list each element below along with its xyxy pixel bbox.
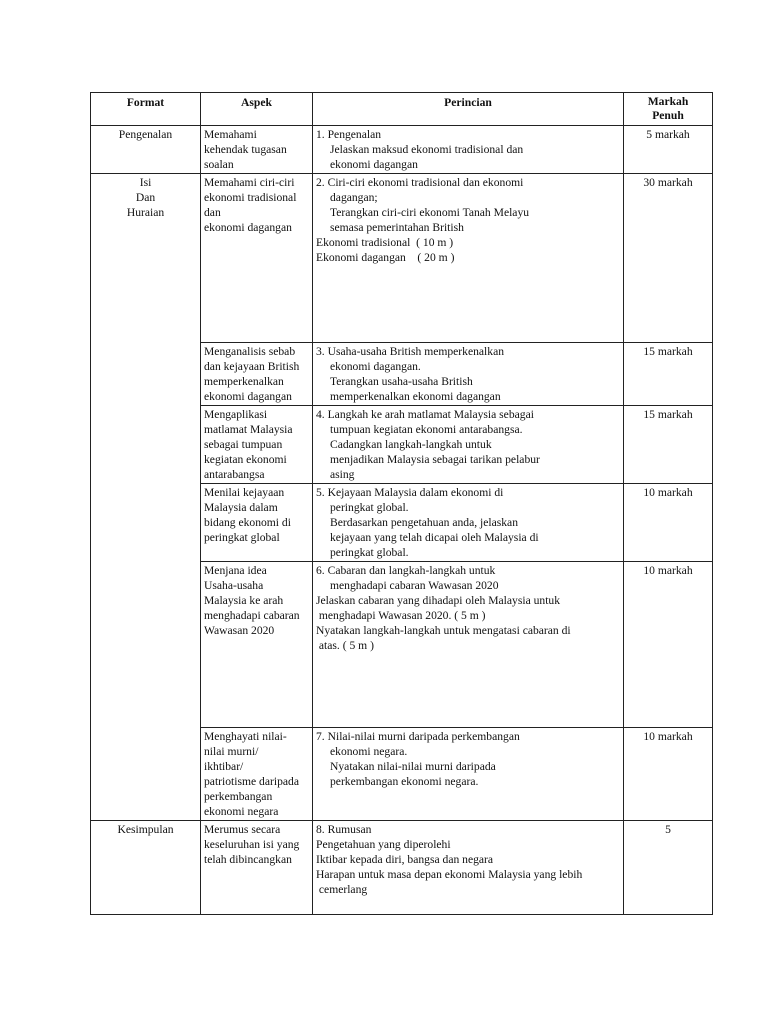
aspek-text: ekonomi tradisional	[204, 191, 297, 204]
perincian-text: Cadangkan langkah-langkah untuk	[330, 438, 492, 451]
aspek-text: Menganalisis sebab	[204, 345, 296, 358]
aspek-text: ikhtibar/	[204, 760, 244, 773]
aspek-cell	[201, 562, 313, 728]
format-text: Isi	[139, 176, 152, 189]
perincian-text: Pengetahuan yang diperolehi	[316, 838, 451, 851]
markah-cell: 15 markah	[624, 343, 713, 406]
aspek-text: nilai murni/	[204, 745, 259, 758]
perincian-text: 7. Nilai-nilai murni daripada perkembangan	[316, 730, 520, 743]
markah-cell: 30 markah	[624, 174, 713, 343]
format-cell	[91, 126, 201, 174]
format-cell	[91, 821, 201, 915]
perincian-text: ekonomi dagangan.	[330, 360, 421, 373]
table-row	[91, 126, 713, 174]
perincian-text: perkembangan ekonomi negara.	[330, 775, 479, 788]
perincian-text: Jelaskan cabaran yang dihadapi oleh Malaysia untuk	[316, 594, 561, 607]
perincian-text: menghadapi Wawasan 2020. ( 5 m )	[316, 609, 486, 622]
perincian-text: memperkenalkan ekonomi dagangan	[330, 390, 501, 403]
aspek-text: Menghayati nilai-	[204, 730, 287, 743]
aspek-text: Mengaplikasi	[204, 408, 268, 421]
perincian-text: Ekonomi dagangan ( 20 m )	[316, 251, 455, 264]
markah-cell: 5 markah	[624, 126, 713, 174]
format-text: Huraian	[126, 206, 165, 219]
header-format: Format	[91, 93, 201, 126]
aspek-text: Merumus secara	[204, 823, 281, 836]
perincian-cell	[313, 821, 624, 915]
aspek-text: ekonomi negara	[204, 805, 279, 818]
markah-cell: 15 markah	[624, 406, 713, 484]
perincian-text: ekonomi dagangan	[330, 158, 418, 171]
aspek-text: memperkenalkan	[204, 375, 284, 388]
rubric-table	[90, 92, 713, 915]
perincian-text: tumpuan kegiatan ekonomi antarabangsa.	[330, 423, 523, 436]
perincian-cell	[313, 343, 624, 406]
perincian-text: Harapan untuk masa depan ekonomi Malaysia yang lebih	[316, 868, 583, 881]
perincian-cell	[313, 728, 624, 821]
header-markah-penuh-line: Penuh	[652, 109, 684, 122]
header-row	[91, 93, 713, 126]
markah-cell: 10 markah	[624, 484, 713, 562]
markah-cell: 5	[624, 821, 713, 915]
aspek-text: soalan	[204, 158, 234, 171]
aspek-text: patriotisme daripada	[204, 775, 299, 788]
perincian-text: atas. ( 5 m )	[316, 639, 374, 652]
perincian-text: Nyatakan nilai-nilai murni daripada	[330, 760, 496, 773]
aspek-text: Malaysia ke arah	[204, 594, 284, 607]
perincian-cell	[313, 126, 624, 174]
aspek-cell	[201, 821, 313, 915]
aspek-cell	[201, 484, 313, 562]
perincian-text: Berdasarkan pengetahuan anda, jelaskan	[330, 516, 518, 529]
perincian-text: menjadikan Malaysia sebagai tarikan pelabur	[330, 453, 540, 466]
aspek-text: menghadapi cabaran	[204, 609, 300, 622]
aspek-cell	[201, 126, 313, 174]
aspek-text: perkembangan	[204, 790, 273, 803]
aspek-text: kegiatan ekonomi	[204, 453, 287, 466]
perincian-text: 2. Ciri-ciri ekonomi tradisional dan ekonomi	[316, 176, 524, 189]
aspek-cell	[201, 406, 313, 484]
rubric-body	[91, 126, 713, 915]
perincian-text: kejayaan yang telah dicapai oleh Malaysia di	[330, 531, 539, 544]
markah-cell: 10 markah	[624, 728, 713, 821]
aspek-text: ekonomi dagangan	[204, 390, 292, 403]
perincian-cell	[313, 174, 624, 343]
aspek-text: dan	[204, 206, 221, 219]
perincian-text: dagangan;	[330, 191, 378, 204]
aspek-text: telah dibincangkan	[204, 853, 292, 866]
perincian-text: peringkat global.	[330, 546, 409, 559]
aspek-cell	[201, 728, 313, 821]
perincian-text: cemerlang	[316, 883, 368, 896]
perincian-text: 5. Kejayaan Malaysia dalam ekonomi di	[316, 486, 504, 499]
perincian-text: menghadapi cabaran Wawasan 2020	[330, 579, 499, 592]
aspek-text: peringkat global	[204, 531, 280, 544]
perincian-text: semasa pemerintahan British	[330, 221, 464, 234]
perincian-text: Terangkan ciri-ciri ekonomi Tanah Melayu	[330, 206, 530, 219]
perincian-text: Jelaskan maksud ekonomi tradisional dan	[330, 143, 524, 156]
aspek-text: ekonomi dagangan	[204, 221, 292, 234]
perincian-text: Ekonomi tradisional ( 10 m )	[316, 236, 454, 249]
aspek-text: matlamat Malaysia	[204, 423, 293, 436]
markah-cell: 10 markah	[624, 562, 713, 728]
aspek-text: keseluruhan isi yang	[204, 838, 300, 851]
aspek-text: Wawasan 2020	[204, 624, 275, 637]
header-perincian: Perincian	[313, 93, 624, 126]
perincian-text: 1. Pengenalan	[316, 128, 382, 141]
aspek-text: Memahami	[204, 128, 257, 141]
perincian-text: 3. Usaha-usaha British memperkenalkan	[316, 345, 505, 358]
format-text: Pengenalan	[118, 128, 173, 141]
perincian-text: 4. Langkah ke arah matlamat Malaysia sebagai	[316, 408, 534, 421]
format-text: Kesimpulan	[117, 823, 174, 836]
perincian-text: Nyatakan langkah-langkah untuk mengatasi cabaran di	[316, 624, 571, 637]
aspek-text: Malaysia dalam	[204, 501, 278, 514]
perincian-text: ekonomi negara.	[330, 745, 408, 758]
perincian-cell	[313, 484, 624, 562]
aspek-text: dan kejayaan British	[204, 360, 300, 373]
perincian-text: Terangkan usaha-usaha British	[330, 375, 473, 388]
aspek-text: sebagai tumpuan	[204, 438, 283, 451]
header-markah-penuh	[624, 93, 713, 126]
aspek-text: Memahami ciri-ciri	[204, 176, 295, 189]
perincian-text: Iktibar kepada diri, bangsa dan negara	[316, 853, 494, 866]
perincian-text: asing	[330, 468, 355, 481]
perincian-cell	[313, 406, 624, 484]
table-row	[91, 821, 713, 915]
table-row	[91, 174, 713, 343]
aspek-text: kehendak tugasan	[204, 143, 287, 156]
header-aspek: Aspek	[201, 93, 313, 126]
aspek-cell	[201, 174, 313, 343]
aspek-text: Usaha-usaha	[204, 579, 264, 592]
aspek-text: bidang ekonomi di	[204, 516, 291, 529]
aspek-text: Menjana idea	[204, 564, 267, 577]
header-markah-penuh-line: Markah	[647, 95, 689, 108]
aspek-cell	[201, 343, 313, 406]
perincian-cell	[313, 562, 624, 728]
format-cell	[91, 174, 201, 821]
perincian-text: peringkat global.	[330, 501, 409, 514]
perincian-text: 6. Cabaran dan langkah-langkah untuk	[316, 564, 496, 577]
perincian-text: 8. Rumusan	[316, 823, 372, 836]
aspek-text: antarabangsa	[204, 468, 265, 481]
format-text: Dan	[135, 191, 156, 204]
aspek-text: Menilai kejayaan	[204, 486, 285, 499]
